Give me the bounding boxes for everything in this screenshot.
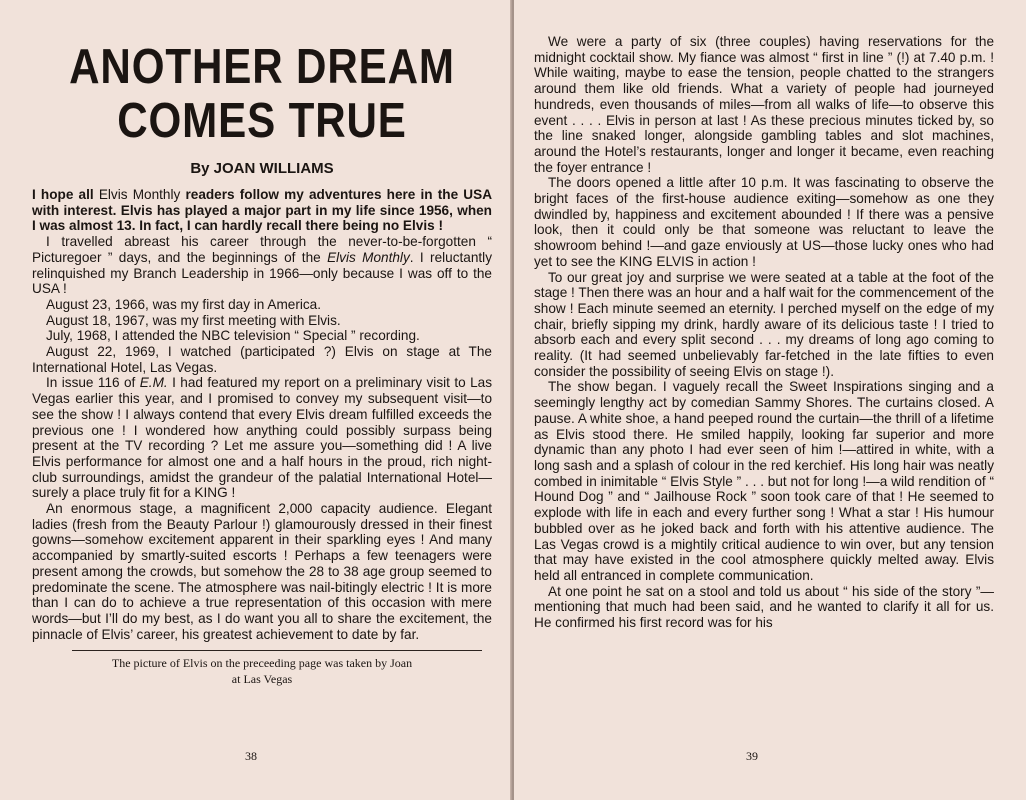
left-page <box>0 0 512 800</box>
byline: By JOAN WILLIAMS <box>190 160 334 177</box>
paragraph: The show began. I vaguely recall the Sweet Inspirations singing and a seemingly lengthy act by comedian Sammy Shores. The curtains closed. A pause. A white shoe, a hand peeped round the curtain—the thrill of a lifetime as Elvis stood there. He smiled happily, looking far superior and more dynamic than any photo I had ever seen of him !—attired in white, with a long sash and a splash of colour in the red kerchief. His long hair was neatly combed in inimitable “ Elvis Style ” . . . but not for long !—a wild rendition of “ Hound Dog ” and “ Jailhouse Rock ” soon took care of that ! He seemed to explode with life in each and every further song ! What a star ! His humour bubbled over as he joked back and forth with his attentive audience. The Las Vegas crowd is a mightily critical audience to win over, but any tension that may have existed in the cool atmosphere quickly melted away. Elvis held all entranced in complete communication. <box>534 379 994 583</box>
page-number: 38 <box>245 749 257 763</box>
caption-line-2: at Las Vegas <box>231 672 293 687</box>
right-body <box>534 34 994 631</box>
p6-italic: E.M. <box>139 375 168 391</box>
lead-bold-1: I hope all <box>32 187 94 202</box>
page-number: 39 <box>746 749 758 763</box>
p1a: I travelled abreast his career through the never-to-be-forgotten “ Picturegoer ” days, and the beginnings of the <box>32 234 492 265</box>
paragraph: An enormous stage, a magnificent 2,000 capacity audience. Elegant ladies (fresh from the Beauty Parlour !) glamourously dressed in their finest gowns—somehow excitement apparent in their sparkling eyes ! And many accompanied by smartly-suited escorts ! Perhaps a few teenagers were present among the crowds, but somehow the 28 to 38 age group seemed to predominate the scene. The atmosphere was nail-bitingly electric ! It is more than I can do to achieve a true representation of this occasion with mere words—but I’ll do my best, as I do want you all to share the excitement, the pinnacle of Elvis’ career, his greatest achievement to date by far. <box>32 501 492 642</box>
paragraph: To our great joy and surprise we were seated at a table at the foot of the stage ! Then there was an hour and a half wait for the commencement of the show ! Each minute seemed an eternity. I perched myself on the edge of my chair, briefly sipping my drink, hardly aware of its delicious taste ! I tried to absorb each and every split second . . . my dreams of long ago coming to reality. (It had seemed unbelievably far-fetched in the late fifties to even consider the possibility of seeing Elvis on stage !). <box>534 269 994 379</box>
paragraph <box>32 375 492 501</box>
p1b: . I reluctantly relinquished my Branch Leadership in 1966—only because I was off to the USA ! <box>32 249 492 297</box>
p6b: I had featured my report on a preliminary visit to Las Vegas earlier this year, and I promised to convey my subsequent visit—to see the show ! I always contend that every Elvis dream fulfilled exceeds the previous one ! I wondered how anything could possibly surpass being present at the TV recording ? Let me assure you—something did ! A live Elvis performance for almost one and a half hours in the proud, rich night-club surroundings, amidst the grandeur of the palatial International Hotel—surely a place truly fit for a KING ! <box>32 375 493 501</box>
paragraph: At one point he sat on a stool and told us about “ his side of the story ”—mentioning that much had been said, and he wanted to clarify it all for us. He confirmed his first record was for his <box>534 583 994 631</box>
title-line-1: ANOTHER DREAM <box>69 40 455 94</box>
caption-divider <box>72 650 482 651</box>
paragraph: August 23, 1966, was my first day in America. <box>46 296 322 312</box>
left-body <box>32 187 492 642</box>
paragraph: The doors opened a little after 10 p.m. It was fascinating to observe the bright faces of the first-house audience exiting—somehow as one they dwindled by, happiness and excitement abounded ! If there was a pensive look, then it could only be that someone was reluctant to leave the showroom behind !—and gaze enviously at US—those lucky ones who had yet to see the KING ELVIS in action ! <box>534 175 994 269</box>
lead-paragraph <box>32 187 492 234</box>
caption-line-1: The picture of Elvis on the preceeding page was taken by Joan <box>111 656 413 671</box>
paragraph: We were a party of six (three couples) having reservations for the midnight cocktail show. My fiance was almost “ first in line ” (!) at 7.40 p.m. ! While waiting, maybe to ease the tension, people chatted to the strangers around them like old friends. What a variety of people had journeyed hundreds, even thousands of miles—from all walks of life—to observe this event . . . . Elvis in person at last ! As these precious minutes ticked by, so the line snaked longer, alongside gambling tables and slot machines, around the Hotel’s restaurants, longer and longer it became, even reaching the foyer entrance ! <box>534 34 994 175</box>
paragraph: August 18, 1967, was my first meeting with Elvis. <box>46 312 341 328</box>
lead-plain-1: Elvis Monthly <box>93 187 186 202</box>
p6a: In issue 116 of <box>46 375 140 391</box>
title-line-2: COMES TRUE <box>117 94 407 148</box>
article-title <box>64 40 460 148</box>
p1-italic: Elvis Monthly <box>327 249 410 265</box>
paragraph: July, 1968, I attended the NBC television “ Special ” recording. <box>46 328 420 344</box>
lead-bold-2: readers follow my adventures here in the USA with interest. Elvis has played a major part in my life since 1956, when I was almost 13. In fact, I can hardly recall there being no Elvis ! <box>32 187 493 234</box>
right-page <box>514 0 1026 800</box>
photo-caption <box>32 655 492 687</box>
paragraph: August 22, 1969, I watched (participated ?) Elvis on stage at The International Hotel, Las Vegas. <box>32 344 492 375</box>
paragraph <box>32 234 492 297</box>
